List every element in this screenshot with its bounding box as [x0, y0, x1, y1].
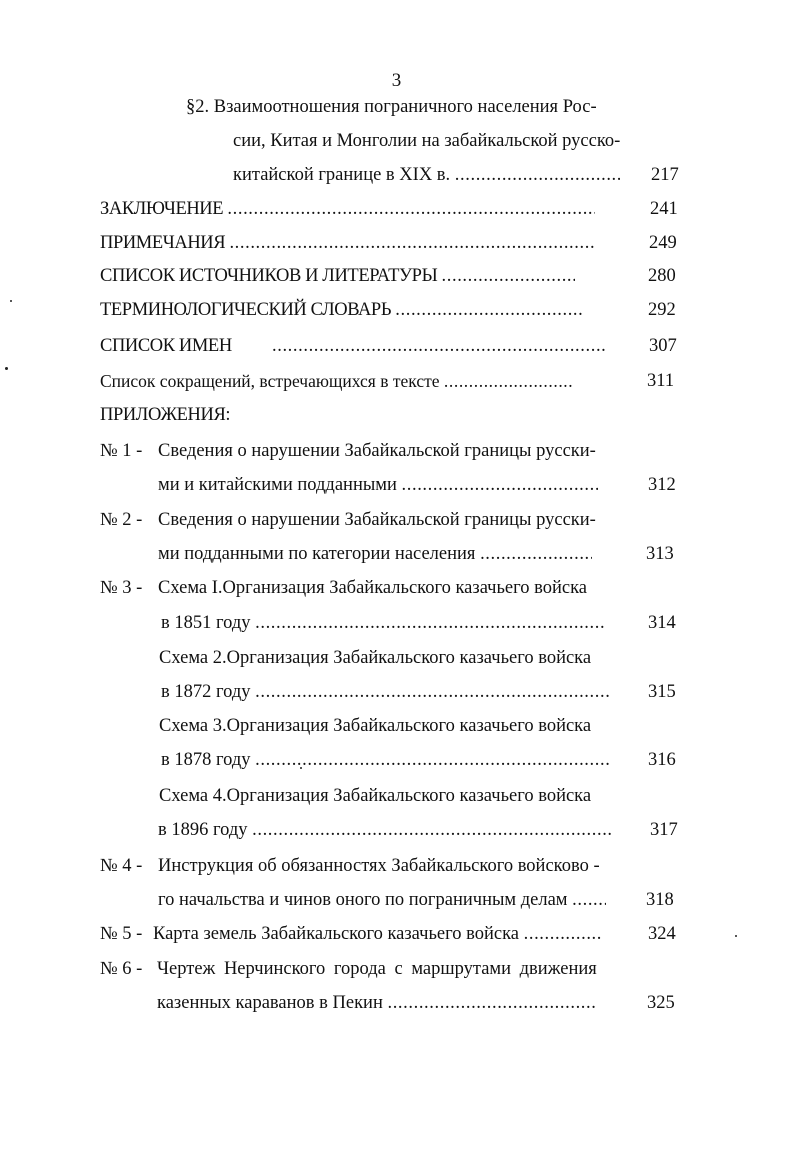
appendix-3-label: № 3 - [100, 578, 143, 598]
scheme-4-page: 317 [650, 820, 678, 840]
appendix-6-line-1: Чертеж Нерчинского города с маршрутами движения [157, 959, 597, 979]
section-2-line-3 [233, 164, 620, 186]
dot-leader [395, 299, 583, 321]
dot-leader [444, 370, 572, 392]
appendix-2-line-1: Сведения о нарушении Забайкальской границы русски- [158, 510, 596, 530]
appendix-title-end: го начальства и чинов оного по пограничным делам [158, 890, 568, 910]
scan-speck [5, 367, 8, 370]
scan-speck [10, 300, 12, 302]
toc-title: СПИСОК ИСТОЧНИКОВ И ЛИТЕРАТУРЫ [100, 266, 438, 286]
toc-entry-names [100, 335, 232, 357]
appendix-2-line-2 [158, 543, 592, 565]
section-2-line-1: §2. Взаимоотношения пограничного населения Рос- [186, 97, 597, 117]
toc-page: 280 [648, 266, 676, 286]
appendix-1-line-2 [158, 474, 598, 496]
appendix-2-page: 313 [646, 544, 674, 564]
scheme-year: в 1878 году [161, 750, 251, 770]
scheme-year: в 1896 году [158, 820, 248, 840]
appendix-4-line-2 [158, 889, 606, 911]
appendix-5-label: № 5 - [100, 924, 143, 944]
appendix-6-line-2 [157, 992, 597, 1014]
scheme-4-title: Схема 4.Организация Забайкальского казачьего войска [159, 786, 592, 806]
scheme-2-page: 315 [648, 682, 676, 702]
dot-leader [480, 543, 592, 565]
appendix-heading: ПРИЛОЖЕНИЯ: [100, 405, 231, 425]
appendix-1-page: 312 [648, 475, 676, 495]
appendix-6-label: № 6 - [100, 959, 143, 979]
scheme-1-year [161, 612, 605, 634]
toc-entry-notes [100, 232, 596, 254]
dot-leader [572, 889, 606, 911]
scheme-year: в 1872 году [161, 682, 251, 702]
scheme-1-page: 314 [648, 613, 676, 633]
toc-entry-glossary [100, 299, 583, 321]
dot-leader [255, 749, 610, 771]
toc-entry-names-leader [272, 335, 606, 357]
scheme-2-year [161, 681, 610, 703]
dot-leader [255, 612, 605, 634]
scheme-4-year [158, 819, 612, 841]
scan-speck [735, 935, 737, 937]
appendix-4-label: № 4 - [100, 856, 143, 876]
scheme-1-title: Схема I.Организация Забайкальского казачьего войска [158, 578, 588, 598]
dot-leader [524, 923, 602, 945]
appendix-title-end: казенных караванов в Пекин [157, 993, 383, 1013]
section-2-title-end: китайской границе в XIX в. [233, 165, 451, 185]
scheme-3-page: 316 [648, 750, 676, 770]
toc-title: СПИСОК ИМЕН [100, 336, 232, 356]
dot-leader [442, 265, 575, 287]
scheme-year: в 1851 году [161, 613, 251, 633]
toc-page: 307 [649, 336, 677, 356]
toc-page: 241 [650, 199, 678, 219]
dot-leader [387, 992, 597, 1014]
toc-title: ТЕРМИНОЛОГИЧЕСКИЙ СЛОВАРЬ [100, 300, 392, 320]
appendix-4-page: 318 [646, 890, 674, 910]
dot-leader [455, 164, 620, 186]
toc-page: 311 [647, 371, 675, 391]
appendix-2-label: № 2 - [100, 510, 143, 530]
page-number: 3 [391, 70, 402, 91]
dot-leader [252, 819, 612, 841]
dot-leader [227, 198, 595, 220]
appendix-title: Карта земель Забайкальского казачьего войска [153, 924, 519, 944]
dot-leader [229, 232, 596, 254]
toc-entry-abbreviations [100, 370, 572, 392]
toc-title: ПРИМЕЧАНИЯ [100, 233, 226, 253]
scheme-3-title: Схема 3.Организация Забайкальского казачьего войска [159, 716, 592, 736]
dot-leader [272, 335, 606, 357]
appendix-5-line-1 [153, 923, 602, 945]
dot-leader [402, 474, 598, 496]
toc-title: Список сокращений, встречающихся в тексте [100, 371, 440, 391]
appendix-5-page: 324 [648, 924, 676, 944]
appendix-6-page: 325 [647, 993, 675, 1013]
appendix-title-end: ми и китайскими подданными [158, 475, 397, 495]
scheme-3-year [161, 749, 610, 771]
scan-speck [300, 767, 302, 769]
section-2-line-2: сии, Китая и Монголии на забайкальской русско- [233, 131, 621, 151]
toc-page: 292 [648, 300, 676, 320]
toc-page: 249 [649, 233, 677, 253]
appendix-1-label: № 1 - [100, 441, 143, 461]
scheme-2-title: Схема 2.Организация Забайкальского казачьего войска [159, 648, 592, 668]
appendix-1-line-1: Сведения о нарушении Забайкальской границы русски- [158, 441, 596, 461]
toc-title: ЗАКЛЮЧЕНИЕ [100, 199, 224, 219]
toc-entry-sources [100, 265, 575, 287]
dot-leader [255, 681, 610, 703]
appendix-title-end: ми подданными по категории населения [158, 544, 476, 564]
section-2-page: 217 [651, 165, 679, 185]
appendix-4-line-1: Инструкция об обязанностях Забайкальского войсково - [158, 856, 600, 876]
toc-entry-conclusion [100, 198, 595, 220]
